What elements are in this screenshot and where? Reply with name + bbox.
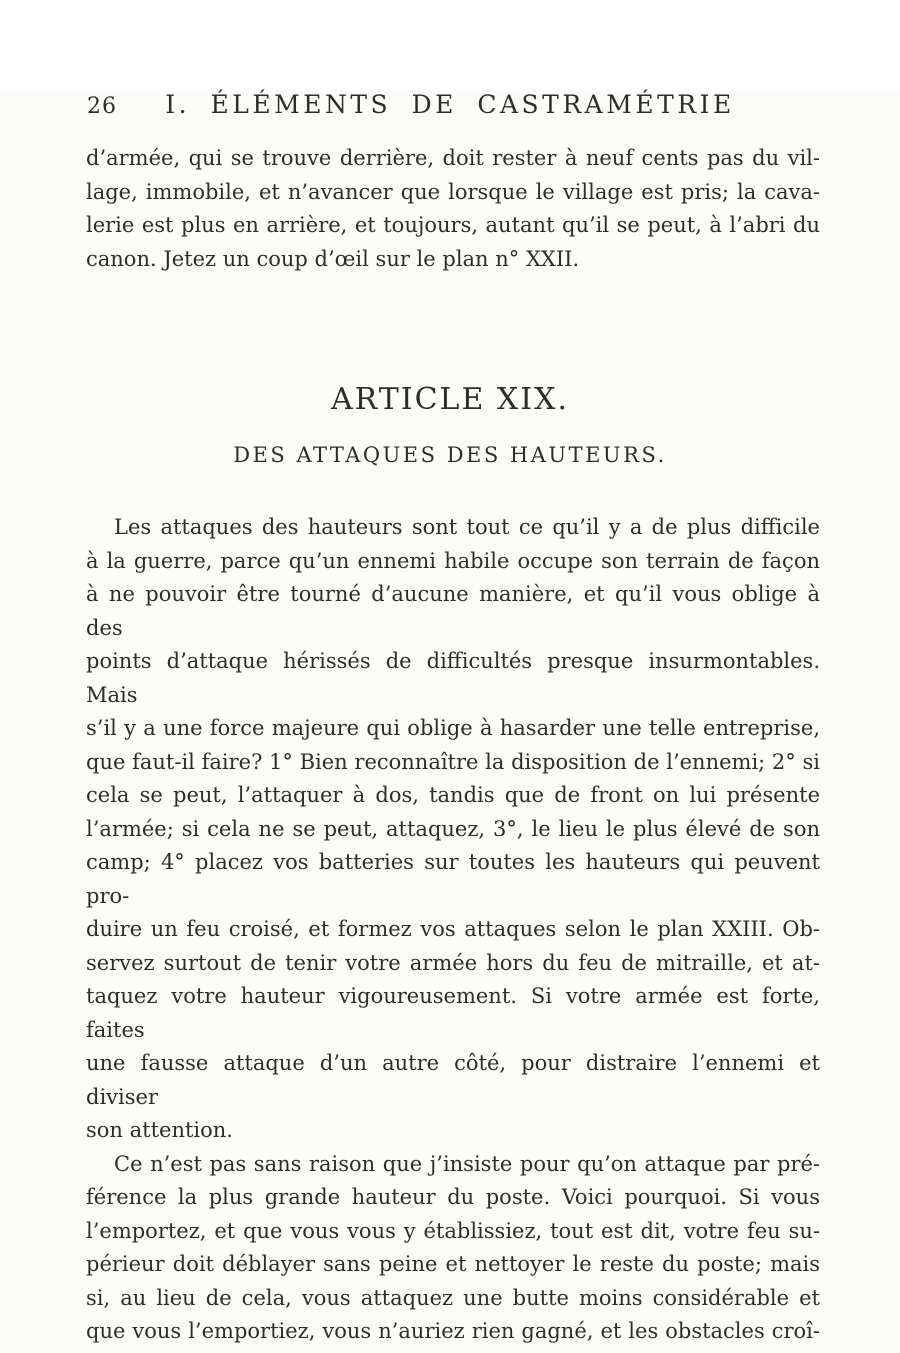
text-line: Ce n’est pas sans raison que j’insiste pour qu’on attaque par pré- bbox=[114, 1151, 820, 1176]
text-line: que faut-il faire? 1° Bien reconnaître la disposition de l’ennemi; 2° si bbox=[86, 749, 820, 774]
text-line: duire un feu croisé, et formez vos attaques selon le plan XXIII. Ob- bbox=[86, 917, 820, 941]
article-heading: ARTICLE XIX. bbox=[331, 382, 569, 417]
book-page bbox=[0, 90, 900, 1353]
text-line: l’emportez, et que vous vous y établissiez, tout est dit, votre feu su- bbox=[86, 1218, 820, 1243]
text-line: périeur doit déblayer sans peine et nettoyer le reste du poste; mais bbox=[86, 1252, 820, 1276]
text-line: taquez votre hauteur vigoureusement. Si votre armée est forte, faites bbox=[86, 984, 820, 1042]
text-line: une fausse attaque d’un autre côté, pour distraire l’ennemi et diviser bbox=[86, 1051, 820, 1109]
text-line: l’armée; si cela ne se peut, attaquez, 3°, le lieu le plus élevé de son bbox=[86, 816, 820, 841]
paragraph-why-highest-point bbox=[86, 1148, 820, 1349]
text-line: points d’attaque hérissés de difficultés presque insurmontables. Mais bbox=[86, 649, 820, 707]
text-line: cela se peut, l’attaquer à dos, tandis que de front on lui présente bbox=[86, 783, 820, 807]
text-line: d’armée, qui se trouve derrière, doit rester à neuf cents pas du vil- bbox=[86, 146, 820, 170]
text-line: si, au lieu de cela, vous attaquez une butte moins considérable et bbox=[86, 1285, 820, 1310]
text-line: canon. Jetez un coup d’œil sur le plan n° XXII. bbox=[86, 246, 580, 271]
paragraph-attacks-of-heights bbox=[86, 511, 820, 1148]
text-line: Les attaques des hauteurs sont tout ce qu’il y a de plus difficile bbox=[114, 515, 820, 539]
text-line: à la guerre, parce qu’un ennemi habile occupe son terrain de façon bbox=[86, 548, 820, 573]
running-header bbox=[0, 90, 900, 120]
text-line: férence la plus grande hauteur du poste. Voici pourquoi. Si vous bbox=[86, 1185, 820, 1209]
text-line: que vous l’emportiez, vous n’auriez rien gagné, et les obstacles croî- bbox=[86, 1319, 820, 1343]
text-line: lage, immobile, et n’avancer que lorsque le village est pris; la cava- bbox=[86, 179, 820, 204]
text-line: servez surtout de tenir votre armée hors du feu de mitraille, et at- bbox=[86, 950, 820, 975]
paragraph-continuation bbox=[86, 142, 820, 276]
text-line: à ne pouvoir être tourné d’aucune manière, et qu’il vous oblige à des bbox=[86, 582, 820, 640]
text-line: s’il y a une force majeure qui oblige à hasarder une telle entreprise, bbox=[86, 716, 820, 740]
text-line: son attention. bbox=[86, 1118, 233, 1142]
text-line: camp; 4° placez vos batteries sur toutes les hauteurs qui peuvent pro- bbox=[86, 850, 820, 908]
page-number: 26 bbox=[87, 94, 117, 119]
article-subheading: DES ATTAQUES DES HAUTEURS. bbox=[233, 443, 667, 467]
text-line: lerie est plus en arrière, et toujours, autant qu’il se peut, à l’abri du bbox=[86, 213, 820, 237]
running-header-title: I. ÉLÉMENTS DE CASTRAMÉTRIE bbox=[165, 90, 735, 119]
